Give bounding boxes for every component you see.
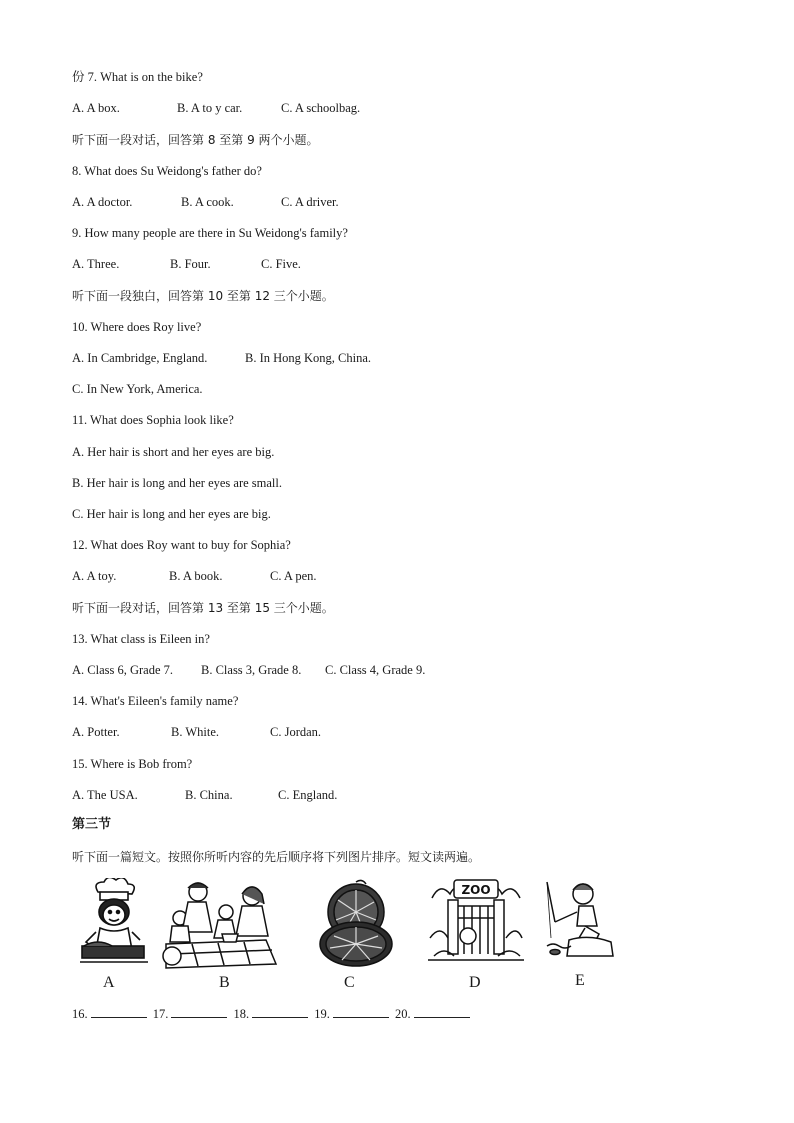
picture-label-c: C <box>344 974 355 991</box>
q14-stem: 14. What's Eileen's family name? <box>72 694 239 708</box>
q11-stem: 11. What does Sophia look like? <box>72 413 234 427</box>
q14-option-c: C. Jordan. <box>270 725 322 739</box>
section-instruction-8-9: 听下面一段对话，回答第 8 至第 9 两个小题。 <box>72 133 319 147</box>
q11-option-b: B. Her hair is long and her eyes are small. <box>72 476 283 490</box>
q10-option-c: C. In New York, America. <box>72 382 203 396</box>
q9-stem: 9. How many people are there in Su Weidong's family? <box>72 226 348 240</box>
blank-label-16: 16. <box>72 1007 88 1021</box>
answer-blanks-row <box>72 1005 473 1022</box>
q12-stem: 12. What does Roy want to buy for Sophia? <box>72 538 291 552</box>
q12-option-c: C. A pen. <box>270 569 317 583</box>
q9-option-b: B. Four. <box>170 257 211 271</box>
q13-option-a: A. Class 6, Grade 7. <box>72 663 174 677</box>
q10-option-a: A. In Cambridge, England. <box>72 351 208 365</box>
oranges-icon <box>314 878 398 970</box>
q15-option-b: B. China. <box>185 788 233 802</box>
answer-blank-20[interactable] <box>414 1005 470 1018</box>
q13-stem: 13. What class is Eileen in? <box>72 632 210 646</box>
q7-option-b: B. A to y car. <box>177 101 243 115</box>
q10-stem: 10. Where does Roy live? <box>72 320 202 334</box>
answer-blank-19[interactable] <box>333 1005 389 1018</box>
picture-label-d: D <box>469 974 481 991</box>
blank-label-18: 18. <box>233 1007 250 1021</box>
part3-instruction: 听下面一篇短文。按照你所听内容的先后顺序将下列图片排序。短文读两遍。 <box>72 850 481 864</box>
blank-label-20: 20. <box>395 1007 411 1021</box>
boy-fishing-icon <box>545 878 617 970</box>
section-instruction-10-12: 听下面一段独白，回答第 10 至第 12 三个小题。 <box>72 289 334 303</box>
q14-option-a: A. Potter. <box>72 725 120 739</box>
picture-label-a: A <box>103 974 115 991</box>
blank-label-17: 17. <box>152 1007 169 1021</box>
zoo-sign-text: ZOO <box>461 883 491 897</box>
q12-option-a: A. A toy. <box>72 569 117 583</box>
q7-option-a: A. A box. <box>72 101 120 115</box>
part3-title: 第三节 <box>72 817 112 832</box>
q7-option-c: C. A schoolbag. <box>281 101 361 115</box>
q11-option-a: A. Her hair is short and her eyes are big. <box>72 445 275 459</box>
q8-stem: 8. What does Su Weidong's father do? <box>72 164 262 178</box>
q8-option-b: B. A cook. <box>181 195 234 209</box>
q11-option-c: C. Her hair is long and her eyes are big. <box>72 507 271 521</box>
q9-option-c: C. Five. <box>261 257 301 271</box>
q13-option-b: B. Class 3, Grade 8. <box>201 663 302 677</box>
q12-option-b: B. A book. <box>169 569 223 583</box>
blank-label-19: 19. <box>314 1007 330 1021</box>
answer-blank-18[interactable] <box>252 1005 308 1018</box>
picture-label-b: B <box>219 974 230 991</box>
answer-blank-17[interactable] <box>171 1005 227 1018</box>
q15-stem: 15. Where is Bob from? <box>72 757 193 771</box>
picture-label-e: E <box>575 972 585 989</box>
q7-stem: 份 7. What is on the bike? <box>72 70 203 84</box>
q14-option-b: B. White. <box>171 725 220 739</box>
family-picnic-icon <box>162 878 280 970</box>
zoo-gate-icon <box>428 878 524 970</box>
q15-option-c: C. England. <box>278 788 338 802</box>
q13-option-c: C. Class 4, Grade 9. <box>325 663 426 677</box>
q15-option-a: A. The USA. <box>72 788 138 802</box>
chef-cooking-icon <box>76 878 152 970</box>
q8-option-c: C. A driver. <box>281 195 339 209</box>
section-instruction-13-15: 听下面一段对话，回答第 13 至第 15 三个小题。 <box>72 601 334 615</box>
q10-option-b: B. In Hong Kong, China. <box>245 351 372 365</box>
q8-option-a: A. A doctor. <box>72 195 133 209</box>
q9-option-a: A. Three. <box>72 257 120 271</box>
answer-blank-16[interactable] <box>91 1005 147 1018</box>
